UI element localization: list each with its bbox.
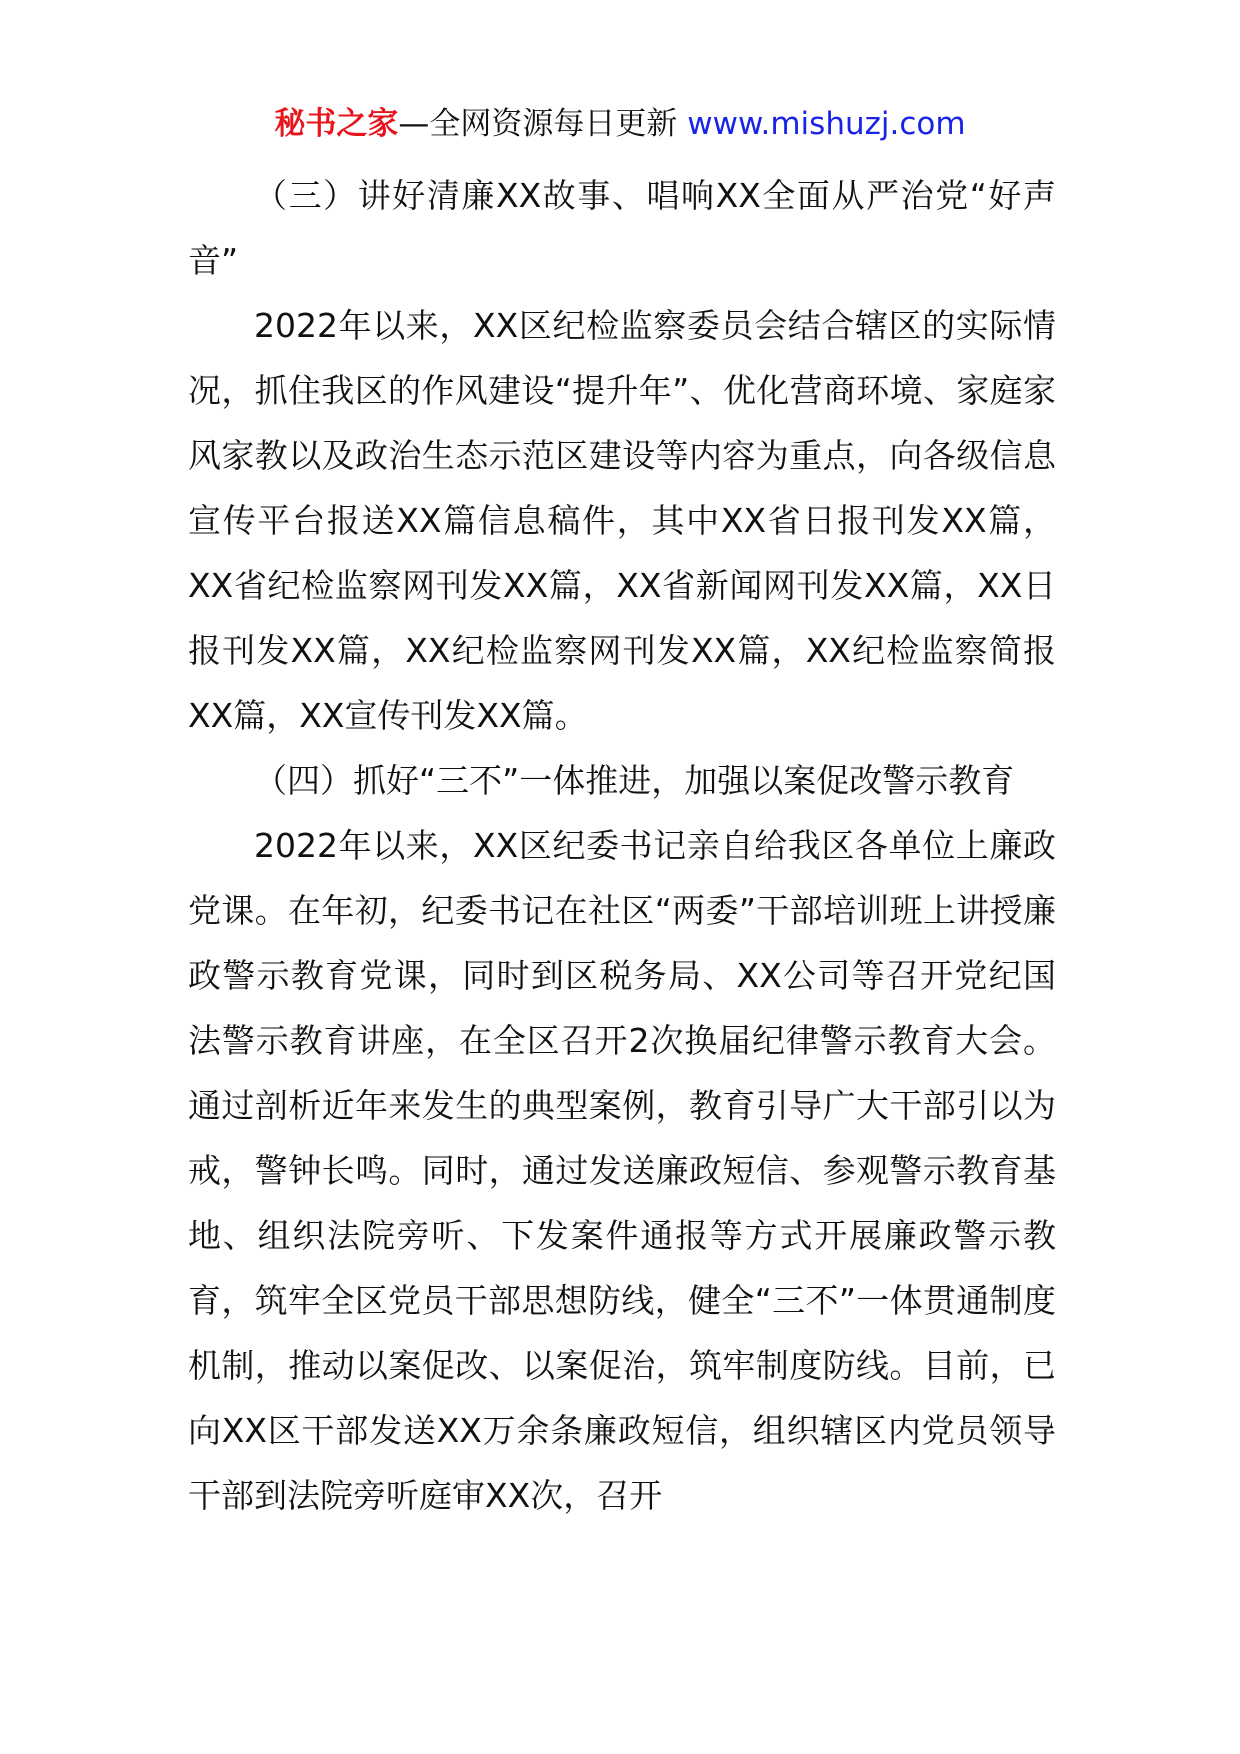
body-paragraph: 2022年以来，XX区纪委书记亲自给我区各单位上廉政党课。在年初，纪委书记在社区“两委”干部培训班上讲授廉政警示教育党课，同时到区税务局、XX公司等召开党纪国法警示教育讲座，在全区召开2次换届纪律警示教育大会。通过剖析近年来发生的典型案例，教育引导广大干部引以为戒，警钟长鸣。同时，通过发送廉政短信、参观警示教育基地、组织法院旁听、下发案件通报等方式开展廉政警示教育，筑牢全区党员干部思想防线，健全“三不”一体贯通制度机制，推动以案促改、以案促治，筑牢制度防线。目前，已向XX区干部发送XX万余条廉政短信，组织辖区内党员领导干部到法院旁听庭审XX次，召开 <box>188 826 1056 1515</box>
website-link[interactable]: www.mishuzj.com <box>687 106 966 142</box>
header-tagline: —全网资源每日更新 <box>398 106 688 142</box>
page-header <box>0 102 1240 146</box>
body-paragraph: 2022年以来，XX区纪检监察委员会结合辖区的实际情况，抓住我区的作风建设“提升年”、优化营商环境、家庭家风家教以及政治生态示范区建设等内容为重点，向各级信息宣传平台报送XX篇信息稿件，其中XX省日报刊发XX篇，XX省纪检监察网刊发XX篇，XX省新闻网刊发XX篇，XX日报刊发XX篇，XX纪检监察网刊发XX篇，XX纪检监察简报XX篇，XX宣传刊发XX篇。 <box>188 306 1056 735</box>
document-body <box>188 163 1056 1528</box>
section-heading-4: （四）抓好“三不”一体推进，加强以案促改警示教育 <box>254 761 1015 800</box>
section-heading-3: （三）讲好清廉XX故事、唱响XX全面从严治党“好声音” <box>188 176 1056 280</box>
brand-name: 秘书之家 <box>274 106 399 142</box>
